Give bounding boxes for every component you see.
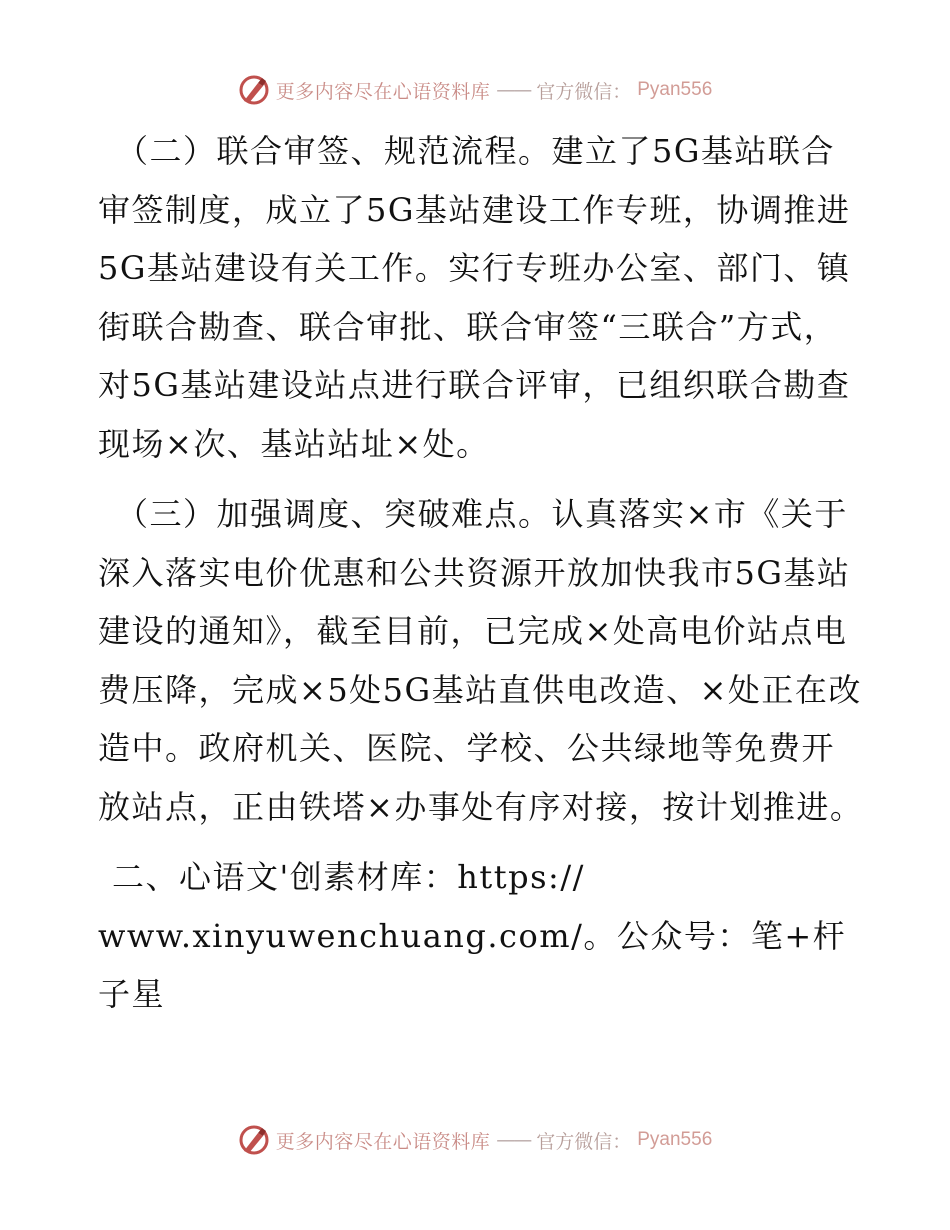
watermark-footer <box>0 1120 950 1160</box>
paragraph-dispatch: （三）加强调度、突破难点。认真落实×市《关于深入落实电价优惠和公共资源开放加快我市5G基站建设的通知》，截至目前，已完成×处高电价站点电费压降，完成×5处5G基站直供电改造、×处正在改造中。政府机关、医院、学校、公共绿地等免费开放站点，正由铁塔×办事处有序对接，按计划推进。 <box>98 495 864 826</box>
watermark-header <box>0 70 950 110</box>
watermark-dash: —— <box>496 1129 531 1151</box>
watermark-dash: —— <box>496 79 531 101</box>
watermark-official-label: 官方微信： <box>536 80 632 103</box>
paragraph-joint-review: （二）联合审签、规范流程。建立了5G基站联合审签制度，成立了5G基站建设工作专班，协调推进5G基站建设有关工作。实行专班办公室、部门、镇街联合勘查、联合审批、联合审签“三联合”方式，对5G基站建设站点进行联合评审，已组织联合勘查现场×次、基站站址×处。 <box>98 132 851 463</box>
watermark-official-label: 官方微信： <box>536 1130 632 1153</box>
source-note-line1: 二、心语文'创素材库：https:// <box>112 858 585 896</box>
watermark-text: 更多内容尽在心语资料库 <box>275 1130 491 1153</box>
pen-logo-icon <box>238 74 270 106</box>
pen-logo-icon <box>238 1124 270 1156</box>
paragraph-source-note <box>98 848 868 1024</box>
document-body <box>98 122 868 1024</box>
source-note-line2: www.xinyuwenchuang.com/。公众号：笔+杆子星 <box>98 916 847 1013</box>
watermark-wechat-id: Pyan556 <box>637 1129 713 1150</box>
watermark-text: 更多内容尽在心语资料库 <box>275 80 491 103</box>
watermark-wechat-id: Pyan556 <box>637 79 713 100</box>
